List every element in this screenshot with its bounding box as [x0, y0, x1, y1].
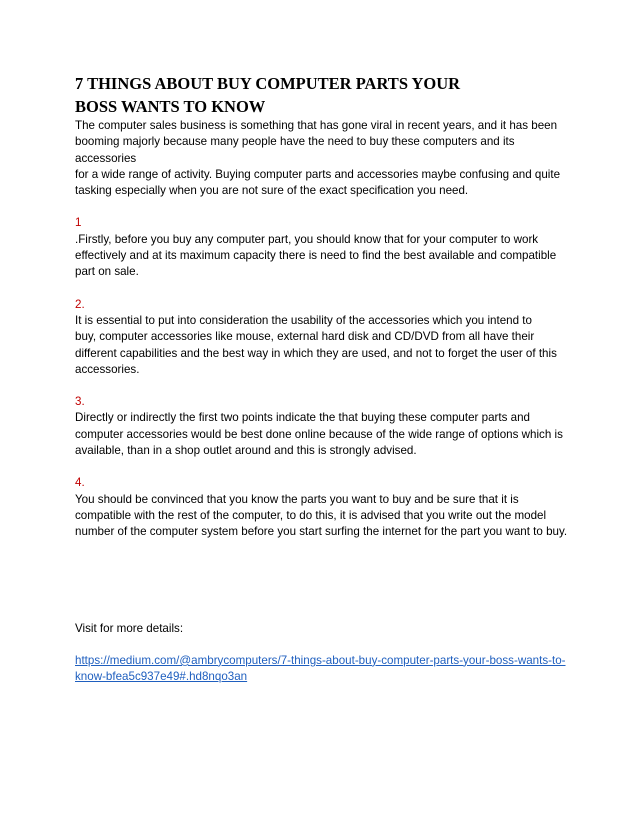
link-line-1[interactable]: https://medium.com/@ambrycomputers/7-things-about-buy-computer-parts-your-boss-wants-to-	[75, 653, 566, 667]
point-line: .Firstly, before you buy any computer part, you should know that for your computer to work	[75, 232, 539, 246]
intro-line: tasking especially when you are not sure of the exact specification you need.	[75, 184, 469, 198]
link-line-2[interactable]: know-bfea5c937e49#.hd8nqo3an	[75, 670, 248, 684]
point-2-paragraph	[75, 313, 570, 378]
details-link[interactable]	[75, 653, 570, 686]
point-line: available, than in a shop outlet around and this is strongly advised.	[75, 444, 417, 458]
intro-line: for a wide range of activity. Buying computer parts and accessories maybe confusing and quite	[75, 167, 561, 181]
point-line: buy, computer accessories like mouse, external hard disk and CD/DVD from all have their	[75, 330, 535, 344]
point-line: Directly or indirectly the first two points indicate the that buying these computer parts and	[75, 411, 530, 425]
point-line: It is essential to put into consideration the usability of the accessories which you intend to	[75, 313, 532, 327]
title-line-1: 7 THINGS ABOUT BUY COMPUTER PARTS YOUR	[75, 74, 461, 93]
point-4-number: 4.	[75, 476, 85, 490]
document-title	[75, 72, 570, 118]
point-line: computer accessories would be best done online because of the wide range of options which is	[75, 427, 563, 441]
point-4-paragraph	[75, 492, 570, 541]
point-3-paragraph	[75, 410, 570, 459]
point-line: effectively and at its maximum capacity there is need to find the best available and compatible	[75, 249, 557, 263]
point-line: number of the computer system before you start surfing the internet for the part you want to buy.	[75, 525, 568, 539]
intro-line: booming majorly because many people have the need to buy these computers and its	[75, 135, 515, 149]
point-3-number: 3.	[75, 395, 85, 409]
point-line: You should be convinced that you know the parts you want to buy and be sure that it is	[75, 492, 519, 506]
point-line: accessories.	[75, 362, 140, 376]
intro-line: The computer sales business is something that has gone viral in recent years, and it has been	[75, 119, 558, 132]
title-line-2: BOSS WANTS TO KNOW	[75, 97, 266, 116]
point-line: part on sale.	[75, 265, 139, 279]
point-line: different capabilities and the best way in which they are used, and not to forget the user of this	[75, 346, 557, 360]
intro-paragraph	[75, 118, 570, 199]
point-2-number: 2.	[75, 297, 85, 311]
intro-line: accessories	[75, 151, 137, 165]
document-page	[75, 72, 570, 685]
point-1-number: 1	[75, 216, 82, 230]
visit-label: Visit for more details:	[75, 621, 184, 635]
point-line: compatible with the rest of the computer, to do this, it is advised that you write out the model	[75, 508, 547, 522]
point-1-paragraph	[75, 232, 570, 281]
